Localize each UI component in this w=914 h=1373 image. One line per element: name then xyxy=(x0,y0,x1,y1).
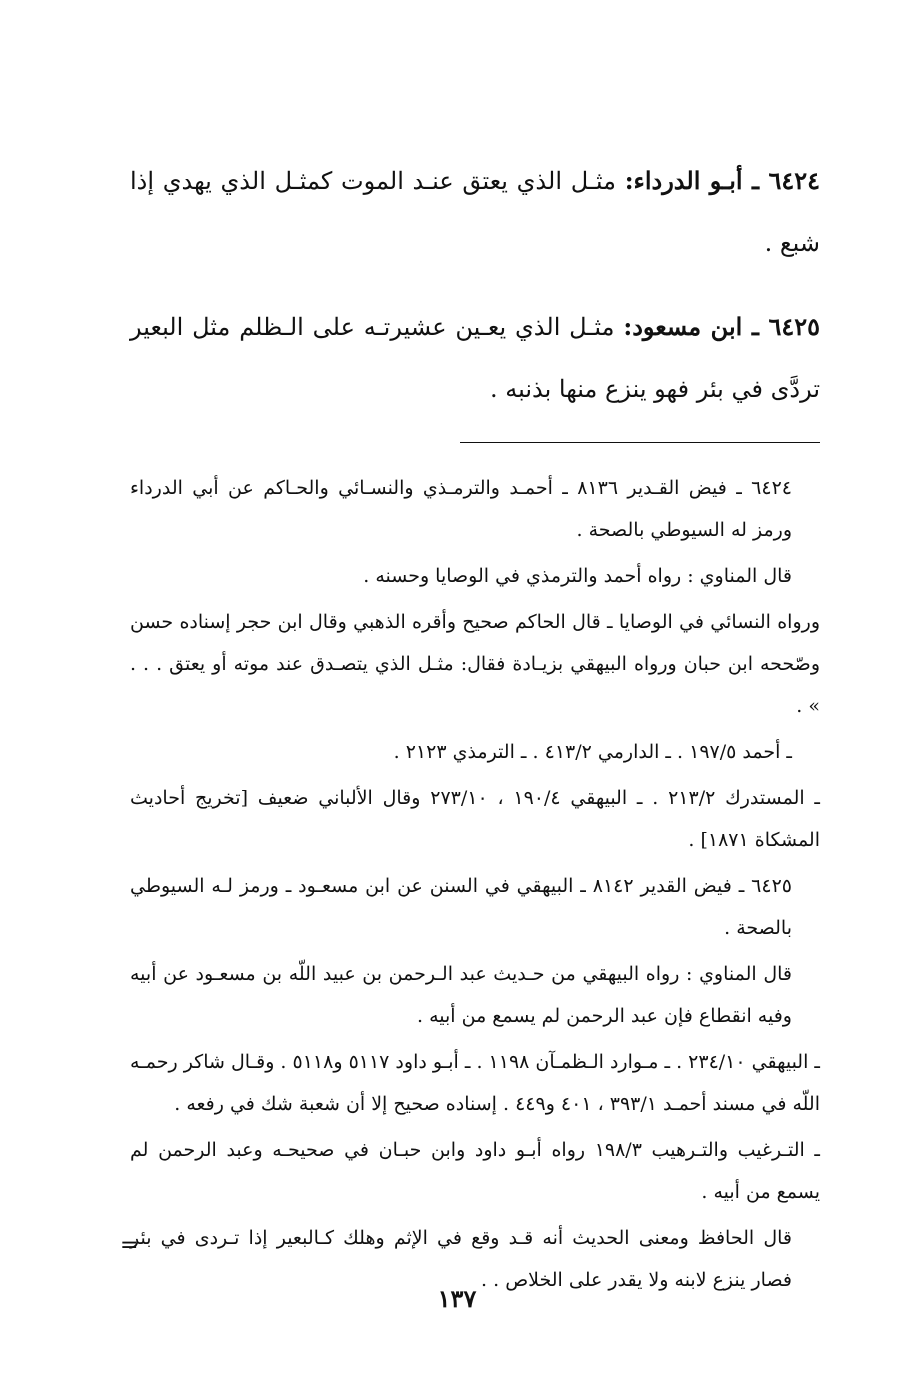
footnote-6424-refs-2: ـ المستدرك ٢١٣/٢ . ـ البيهقي ١٩٠/٤ ، ٢٧٣/١٠ وقال الألباني ضعيف [تخريج أحاديث المشكاة ١٨٧١] . xyxy=(130,787,820,851)
footnote-6424-nasai: ورواه النسائي في الوصايا ـ قال الحاكم صحيح وأقره الذهبي وقال ابن حجر إسناده حسن وصّححه ابن حبان ورواه البيهقي بزيـادة فقال: مثـل الذي يتصـدق عند موته أو يعتق . . . » . xyxy=(130,611,820,717)
footnote-6425-munawi: قال المناوي : رواه البيهقي من حـديث عبد الـرحمن بن عبيد اللّه بن مسعـود عن أبيه وفيه انقطاع فإن عبد الرحمن لم يسمع من أبيه . xyxy=(130,963,792,1027)
hadith-6425 xyxy=(130,296,820,420)
footnote-6424-munawi: قال المناوي : رواه أحمد والترمذي في الوصايا وحسنه . xyxy=(363,565,792,587)
page-number: ١٣٧ xyxy=(437,1284,477,1313)
footnote-6424-refs-1: ـ أحمد ١٩٧/٥ . ـ الدارمي ٤١٣/٢ . ـ الترمذي ٢١٢٣ . xyxy=(393,741,792,763)
footnote-6424-source: ٦٤٢٤ ـ فيض القـدير ٨١٣٦ ـ أحمـد والترمـذي والنسـائي والحـاكم عن أبي الدرداء ورمز له السيوطي بالصحة . xyxy=(130,477,792,541)
hadith-6424 xyxy=(130,150,820,274)
hadith-text: مثـل الذي يعـين عشيرتـه على الـظلم مثل البعير تردَّى في بئر فهو ينزع منها بذنبه . xyxy=(130,313,820,403)
hadith-narrator: ابن مسعود: xyxy=(623,312,743,341)
footnote-6425-refs-2: ـ التـرغيب والتـرهيب ١٩٨/٣ رواه أبـو داود وابن حبـان في صحيحـه وعبد الرحمن لم يسمع من أبيه . xyxy=(130,1139,820,1203)
dash: ـ xyxy=(742,166,769,195)
page-content xyxy=(130,150,820,1305)
footnote-6425-refs-1: ـ البيهقي ٢٣٤/١٠ . ـ مـوارد الـظمـآن ١١٩٨ . ـ أبـو داود ٥١١٧ و٥١١٨ . وقـال شاكر رحمـه اللّه في مسند أحمـد ٣٩٣/١ ، ٤٠١ و٤٤٩ . إسناده صحيح إلا أن شعبة شك في رفعه . xyxy=(130,1051,820,1115)
hadith-narrator: أبـو الدرداء: xyxy=(624,166,743,195)
hadith-text: مثـل الذي يعتق عنـد الموت كمثـل الذي يهدي إذا شبع . xyxy=(130,167,820,257)
hadith-number: ٦٤٢٤ xyxy=(768,166,820,195)
footnote-6425-hafiz: قال الحافظ ومعنى الحديث أنه قـد وقع في الإثم وهلك كـالبعير إذا تـردى في بئر فصار ينزع لابنه ولا يقدر على الخلاص . . xyxy=(130,1227,792,1291)
footnote-separator xyxy=(460,442,820,443)
dash: ـ xyxy=(742,312,769,341)
hadith-number: ٦٤٢٥ xyxy=(768,312,820,341)
footnote-6425-source: ٦٤٢٥ ـ فيض القدير ٨١٤٢ ـ البيهقي في السنن عن ابن مسعـود ـ ورمز لـه السيوطي بالصحة . xyxy=(130,875,792,939)
continuation-mark: = xyxy=(120,1233,139,1258)
